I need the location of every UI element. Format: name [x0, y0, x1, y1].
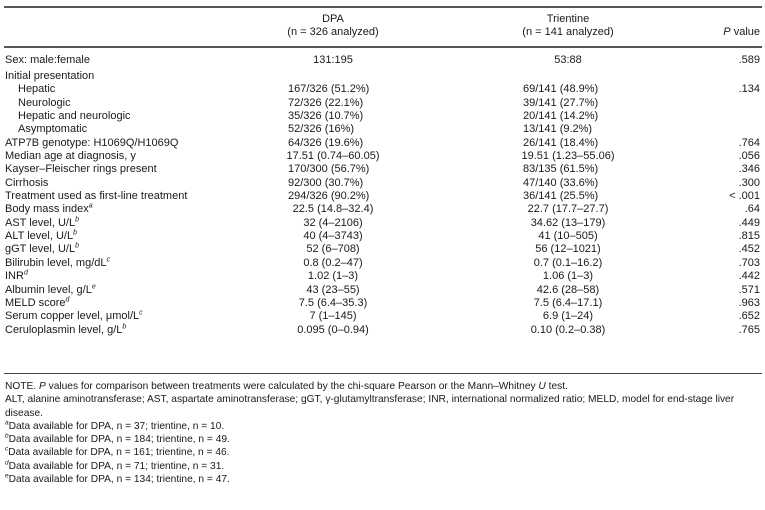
trientine-value: 53:88 [554, 54, 582, 66]
footnote-mark: b [5, 432, 9, 440]
row-label: INR$^d$ [5, 269, 28, 283]
footnote-text: Data available for DPA, n = 161; trientine, n = 46. [8, 447, 230, 459]
p-value-text: value [730, 26, 760, 38]
dpa-value: 17.51 (0.74–60.05) [286, 150, 380, 163]
table-row [0, 324, 765, 337]
row-label: Asymptomatic [18, 123, 88, 136]
row-label: Kayser–Fleischer rings present [5, 163, 157, 176]
dpa-value: 167/326 (51.2%) [288, 83, 370, 96]
trientine-value: 20/141 (14.2%) [523, 110, 599, 123]
table-row [0, 243, 765, 256]
trientine-value: 56 (12–1021) [535, 243, 601, 256]
row-label: Sex: male:female [5, 54, 90, 66]
p-value: .452 [738, 243, 760, 256]
note-text-end: test. [545, 381, 568, 392]
dpa-value: 52/326 (16%) [288, 123, 355, 136]
dpa-value: 7.5 (6.4–35.3) [298, 296, 368, 309]
row-label: Cirrhosis [5, 176, 49, 189]
dpa-value: 0.095 (0–0.94) [297, 323, 369, 336]
dpa-value: 22.5 (14.8–32.4) [292, 203, 374, 216]
table-row [0, 310, 765, 323]
footnote-marker: a [88, 202, 93, 210]
p-value: .134 [738, 83, 760, 96]
column-header-dpa [253, 13, 413, 39]
p-value: .652 [738, 310, 760, 323]
footnote-marker: b [122, 322, 127, 330]
p-value: .449 [738, 216, 760, 229]
table-row [0, 270, 765, 283]
row-label: Neurologic [18, 96, 71, 109]
dpa-value: 92/300 (30.7%) [288, 176, 364, 189]
footnote [5, 446, 761, 459]
trientine-value: 1.06 (1–3) [542, 270, 594, 283]
trientine-value: 0.7 (0.1–16.2) [533, 256, 603, 269]
dpa-value: 40 (4–3743) [303, 230, 363, 243]
table-row [0, 97, 765, 110]
trientine-value: 26/141 (18.4%) [523, 136, 599, 149]
dpa-column-name: DPA [322, 13, 344, 25]
table-row [0, 284, 765, 297]
footnote-marker: b [75, 216, 80, 224]
dpa-value: 131:195 [313, 54, 353, 66]
p-value: .300 [738, 176, 760, 189]
footnote-marker: d [23, 269, 28, 277]
table-header [0, 13, 765, 43]
row-label: Hepatic [18, 83, 56, 96]
footnotes [5, 420, 761, 486]
trientine-value: 34.62 (13–179) [530, 216, 606, 229]
footnote-marker: b [73, 229, 77, 237]
footnote [5, 420, 761, 433]
trientine-value: 6.9 (1–24) [542, 310, 594, 323]
row-label: Body mass index$^a$ [5, 202, 93, 216]
table-row [0, 110, 765, 123]
p-value: .703 [738, 256, 760, 269]
row-label: Bilirubin level, $mg/dL^c$ [5, 256, 110, 269]
dpa-value: 294/326 (90.2%) [288, 190, 370, 203]
table-notes [5, 380, 761, 486]
dpa-value: 32 (4–2106) [303, 216, 363, 229]
row-label: Hepatic and neurologic [18, 110, 131, 123]
p-value: .589 [738, 54, 760, 66]
p-value: .442 [738, 270, 760, 283]
p-value: .346 [738, 163, 760, 176]
table-header-rule [4, 46, 762, 48]
trientine-column-n: (n = 141 analyzed) [522, 26, 614, 39]
dpa-value: 1.02 (1–3) [307, 270, 359, 283]
row-label: AST level, $U/L^b$ [5, 216, 80, 229]
footnote-text: Data available for DPA, n = 184; trientine, n = 49. [8, 434, 230, 446]
trientine-value: 83/135 (61.5%) [523, 163, 599, 176]
footnote-text: Data available for DPA, n = 71; trientine, n = 31. [8, 460, 225, 472]
row-label: Albumin level, g/Le [5, 282, 96, 296]
dpa-value: 170/300 (56.7%) [288, 163, 370, 176]
trientine-value: 36/141 (25.5%) [523, 190, 599, 203]
trientine-column-name: Trientine [546, 13, 590, 25]
row-label: ALT level, $U/L^b$ [5, 229, 77, 243]
footnote-marker: c [139, 309, 143, 317]
trientine-value: 47/140 (33.6%) [523, 176, 599, 189]
p-value: .056 [738, 150, 760, 163]
trientine-value: 13/141 (9.2%) [523, 123, 593, 136]
p-value: .764 [738, 136, 760, 149]
dpa-column-n: (n = 326 analyzed) [287, 26, 379, 39]
footnote-mark: e [5, 472, 9, 480]
p-value: .571 [738, 283, 760, 296]
note-line [5, 380, 761, 393]
row-label: MELD score$^d$ [5, 296, 70, 309]
column-header-p-value [723, 26, 760, 39]
row-label: Treatment used as first-line treatment [5, 190, 188, 203]
table-bottom-rule [4, 373, 762, 374]
p-value: .963 [738, 296, 760, 309]
footnote-marker: d [65, 296, 70, 304]
table-row [0, 177, 765, 190]
row-label: ATP7B genotype: H1069Q/H1069Q [5, 136, 179, 149]
trientine-value: 39/141 (27.7%) [523, 96, 599, 109]
row-label: Median age at diagnosis, y [5, 150, 136, 163]
footnote [5, 460, 761, 473]
table-row [0, 297, 765, 310]
trientine-value: 19.51 (1.23–55.06) [521, 150, 615, 163]
abbreviations: ALT, alanine aminotransferase; AST, aspartate aminotransferase; gGT, γ-glutamyltransferase; INR, international normalized ratio; MELD, model for end-stage liver disease. [5, 394, 735, 419]
footnote-marker: b [75, 242, 80, 250]
footnote-text: Data available for DPA, n = 134; trientine, n = 47. [8, 474, 230, 486]
table-body [0, 54, 765, 337]
table-row [0, 123, 765, 136]
table-row [0, 163, 765, 176]
p-value: .815 [738, 230, 760, 243]
dpa-value: 0.8 (0.2–47) [303, 256, 363, 269]
table-row [0, 150, 765, 163]
table-row [0, 230, 765, 243]
table-row [0, 203, 765, 216]
trientine-value: 7.5 (6.4–17.1) [533, 296, 603, 309]
dpa-value: 43 (23–55) [306, 283, 360, 296]
trientine-value: 69/141 (48.9%) [523, 83, 599, 96]
note-text: values for comparison between treatments were calculated by the chi-square Pearson or the Mann–Whitney [45, 381, 539, 392]
p-value: .64 [744, 203, 760, 216]
trientine-value: 42.6 (28–58) [536, 283, 600, 296]
column-header-trientine [488, 13, 648, 39]
table-row [0, 83, 765, 96]
note-prefix: NOTE. [5, 381, 39, 392]
table-top-rule [4, 6, 762, 8]
trientine-value: 0.10 (0.2–0.38) [530, 323, 606, 336]
row-label: Ceruloplasmin level, $g/L^b$ [5, 322, 127, 336]
footnote-mark: d [5, 459, 9, 467]
p-value: < .001 [729, 190, 760, 203]
table-row [0, 54, 765, 70]
note-italic-p: P [38, 381, 46, 392]
dpa-value: 64/326 (19.6%) [288, 136, 364, 149]
note-italic-u: U [538, 381, 546, 392]
footnote-mark: a [5, 419, 9, 427]
table-row [0, 257, 765, 270]
footnote-marker: c [106, 256, 110, 264]
dpa-value: 7 (1–145) [309, 310, 357, 323]
trientine-value: 22.7 (17.7–27.7) [527, 203, 609, 216]
table-row [0, 217, 765, 230]
footnote-mark: c [5, 446, 9, 454]
p-value: .765 [738, 323, 760, 336]
footnote [5, 473, 761, 486]
footnote-marker: e [91, 282, 96, 290]
footnote-text: Data available for DPA, n = 37; trientine, n = 10. [8, 420, 225, 432]
p-italic: P [723, 26, 731, 38]
trientine-value: 41 (10–505) [538, 230, 598, 243]
footnote [5, 433, 761, 446]
dpa-value: 52 (6–708) [306, 243, 360, 256]
table-row [0, 137, 765, 150]
dpa-value: 72/326 (22.1%) [288, 96, 364, 109]
row-label: Serum copper level, μmol/$L^c$ [5, 309, 143, 323]
table-row [0, 70, 765, 83]
row-label: gGT level, $U/L^b$ [5, 242, 80, 256]
table-row [0, 190, 765, 203]
row-label: Initial presentation [5, 70, 95, 82]
dpa-value: 35/326 (10.7%) [288, 110, 364, 123]
